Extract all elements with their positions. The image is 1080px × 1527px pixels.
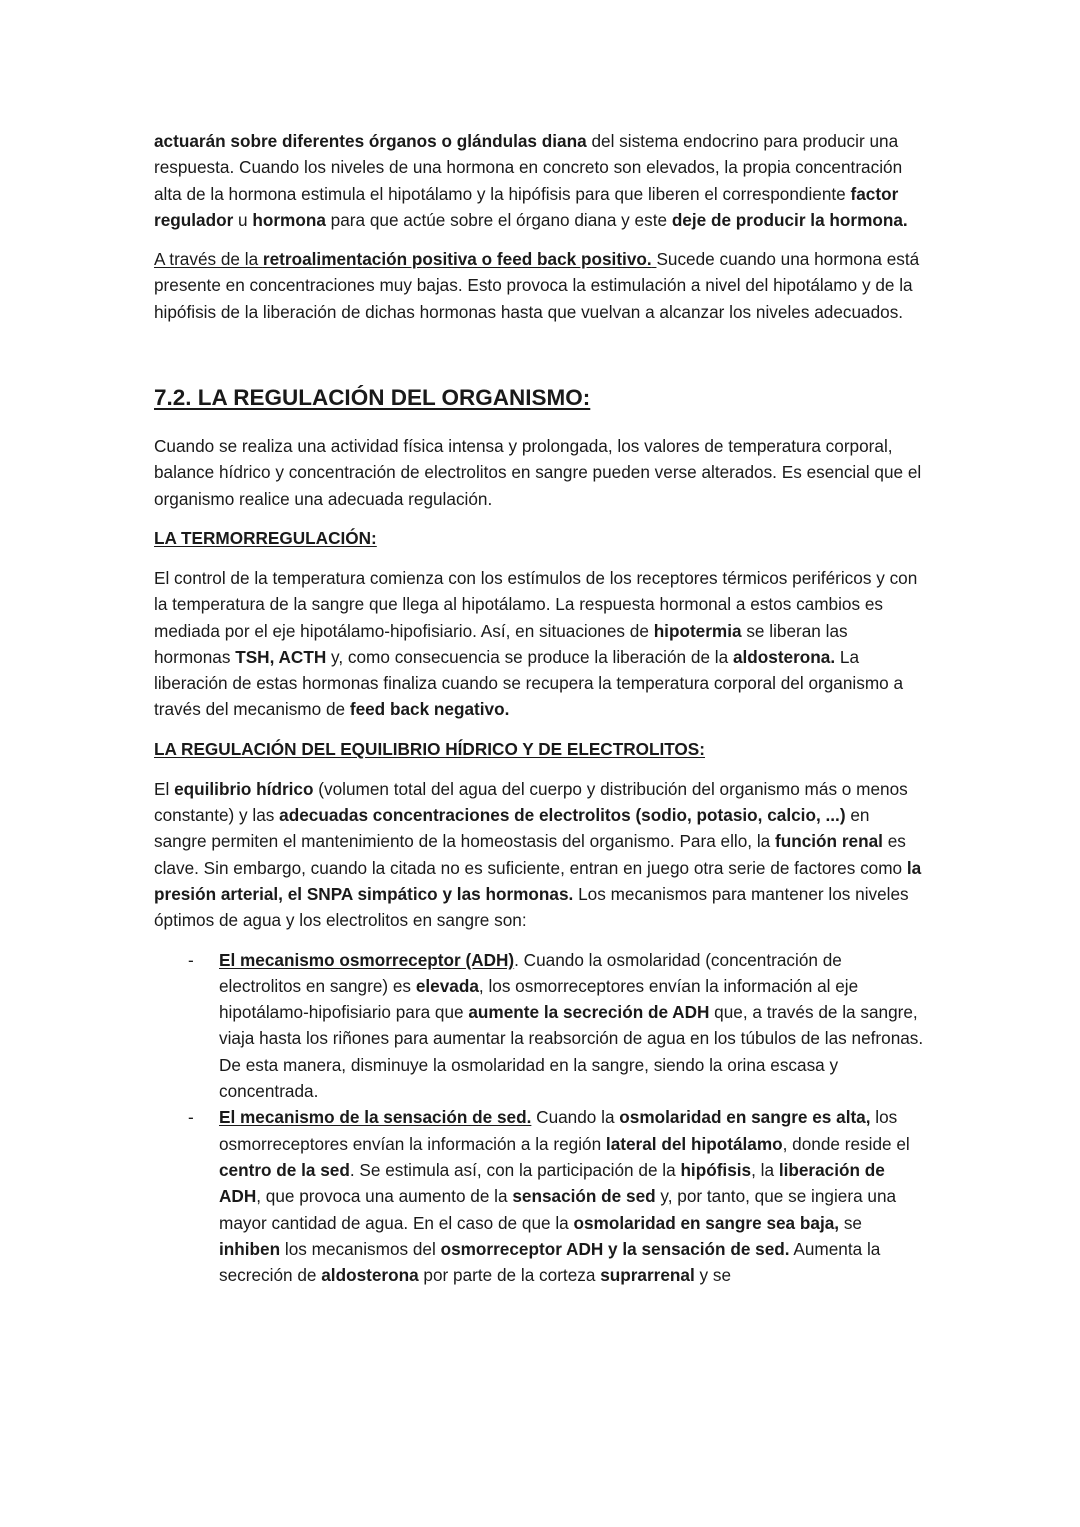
mechanisms-list xyxy=(154,947,926,1289)
subheading-water-balance: LA REGULACIÓN DEL EQUILIBRIO HÍDRICO Y DE ELECTROLITOS: xyxy=(154,738,705,759)
document-page xyxy=(154,128,926,1288)
paragraph-thermoregulation: El control de la temperatura comienza con los estímulos de los receptores térmicos periféricos y con la temperatura de la sangre que llega al hipotálamo. La respuesta hormonal a estos cambios es mediada por el eje hipotálamo-hipofisiario. Así, en situaciones de hipotermia se liberan las hormonas TSH, ACTH y, como consecuencia se produce la liberación de la aldosterona. La liberación de estas hormonas finaliza cuando se recupera la temperatura corporal del organismo a través del mecanismo de feed back negativo. xyxy=(154,567,918,720)
paragraph-feedback-positive: A través de la retroalimentación positiva o feed back positivo. Sucede cuando una hormona está presente en concentraciones muy bajas. Esto provoca la estimulación a nivel del hipotálamo y de la hipófisis de la liberación de dichas hormonas hasta que vuelvan a alcanzar los niveles adecuados. xyxy=(154,249,920,322)
paragraph-feedback-negative: actuarán sobre diferentes órganos o glándulas diana del sistema endocrino para producir una respuesta. Cuando los niveles de una hormona en concreto son elevados, la propia concentración alta de la hormona estimula el hipotálamo y la hipófisis para que liberen el correspondiente factor regulador u hormona para que actúe sobre el órgano diana y este deje de producir la hormona. xyxy=(154,131,908,230)
bullet-dash: - xyxy=(188,1107,194,1128)
list-item xyxy=(154,947,926,1105)
subheading-thermoregulation: LA TERMORREGULACIÓN: xyxy=(154,527,377,548)
bullet-dash: - xyxy=(188,949,194,970)
paragraph-water-balance: El equilibrio hídrico (volumen total del agua del cuerpo y distribución del organismo más o menos constante) y las adecuadas concentraciones de electrolitos (sodio, potasio, calcio, ...) en sangre permiten el mantenimiento de la homeostasis del organismo. Para ello, la función renal es clave. Sin embargo, cuando la citada no es suficiente, entran en juego otra serie de factores como la presión arterial, el SNPA simpático y las hormonas. Los mecanismos para mantener los niveles óptimos de agua y los electrolitos en sangre son: xyxy=(154,778,922,931)
paragraph-intro: Cuando se realiza una actividad física intensa y prolongada, los valores de temperatura corporal, balance hídrico y concentración de electrolitos en sangre pueden verse alterados. Es esencial que el organismo realice una adecuada regulación. xyxy=(154,436,922,509)
list-item-text: El mecanismo osmorreceptor (ADH). Cuando la osmolaridad (concentración de electrolitos en sangre) es elevada, los osmorreceptores envían la información al eje hipotálamo-hipofisiario para que aumente la secreción de ADH que, a través de la sangre, viaja hasta los riñones para aumentar la reabsorción de agua en los túbulos de las nefronas. De esta manera, disminuye la osmolaridad en la sangre, siendo la orina escasa y concentrada. xyxy=(219,949,924,1102)
section-heading: 7.2. LA REGULACIÓN DEL ORGANISMO: xyxy=(154,385,591,411)
list-item-text: El mecanismo de la sensación de sed. Cuando la osmolaridad en sangre es alta, los osmorreceptores envían la información a la región lateral del hipotálamo, donde reside el centro de la sed. Se estimula así, con la participación de la hipófisis, la liberación de ADH, que provoca una aumento de la sensación de sed y, por tanto, que se ingiera una mayor cantidad de agua. En el caso de que la osmolaridad en sangre sea baja, se inhiben los mecanismos del osmorreceptor ADH y la sensación de sed. Aumenta la secreción de aldosterona por parte de la corteza suprarrenal y se xyxy=(219,1107,910,1286)
list-item xyxy=(154,1104,926,1288)
